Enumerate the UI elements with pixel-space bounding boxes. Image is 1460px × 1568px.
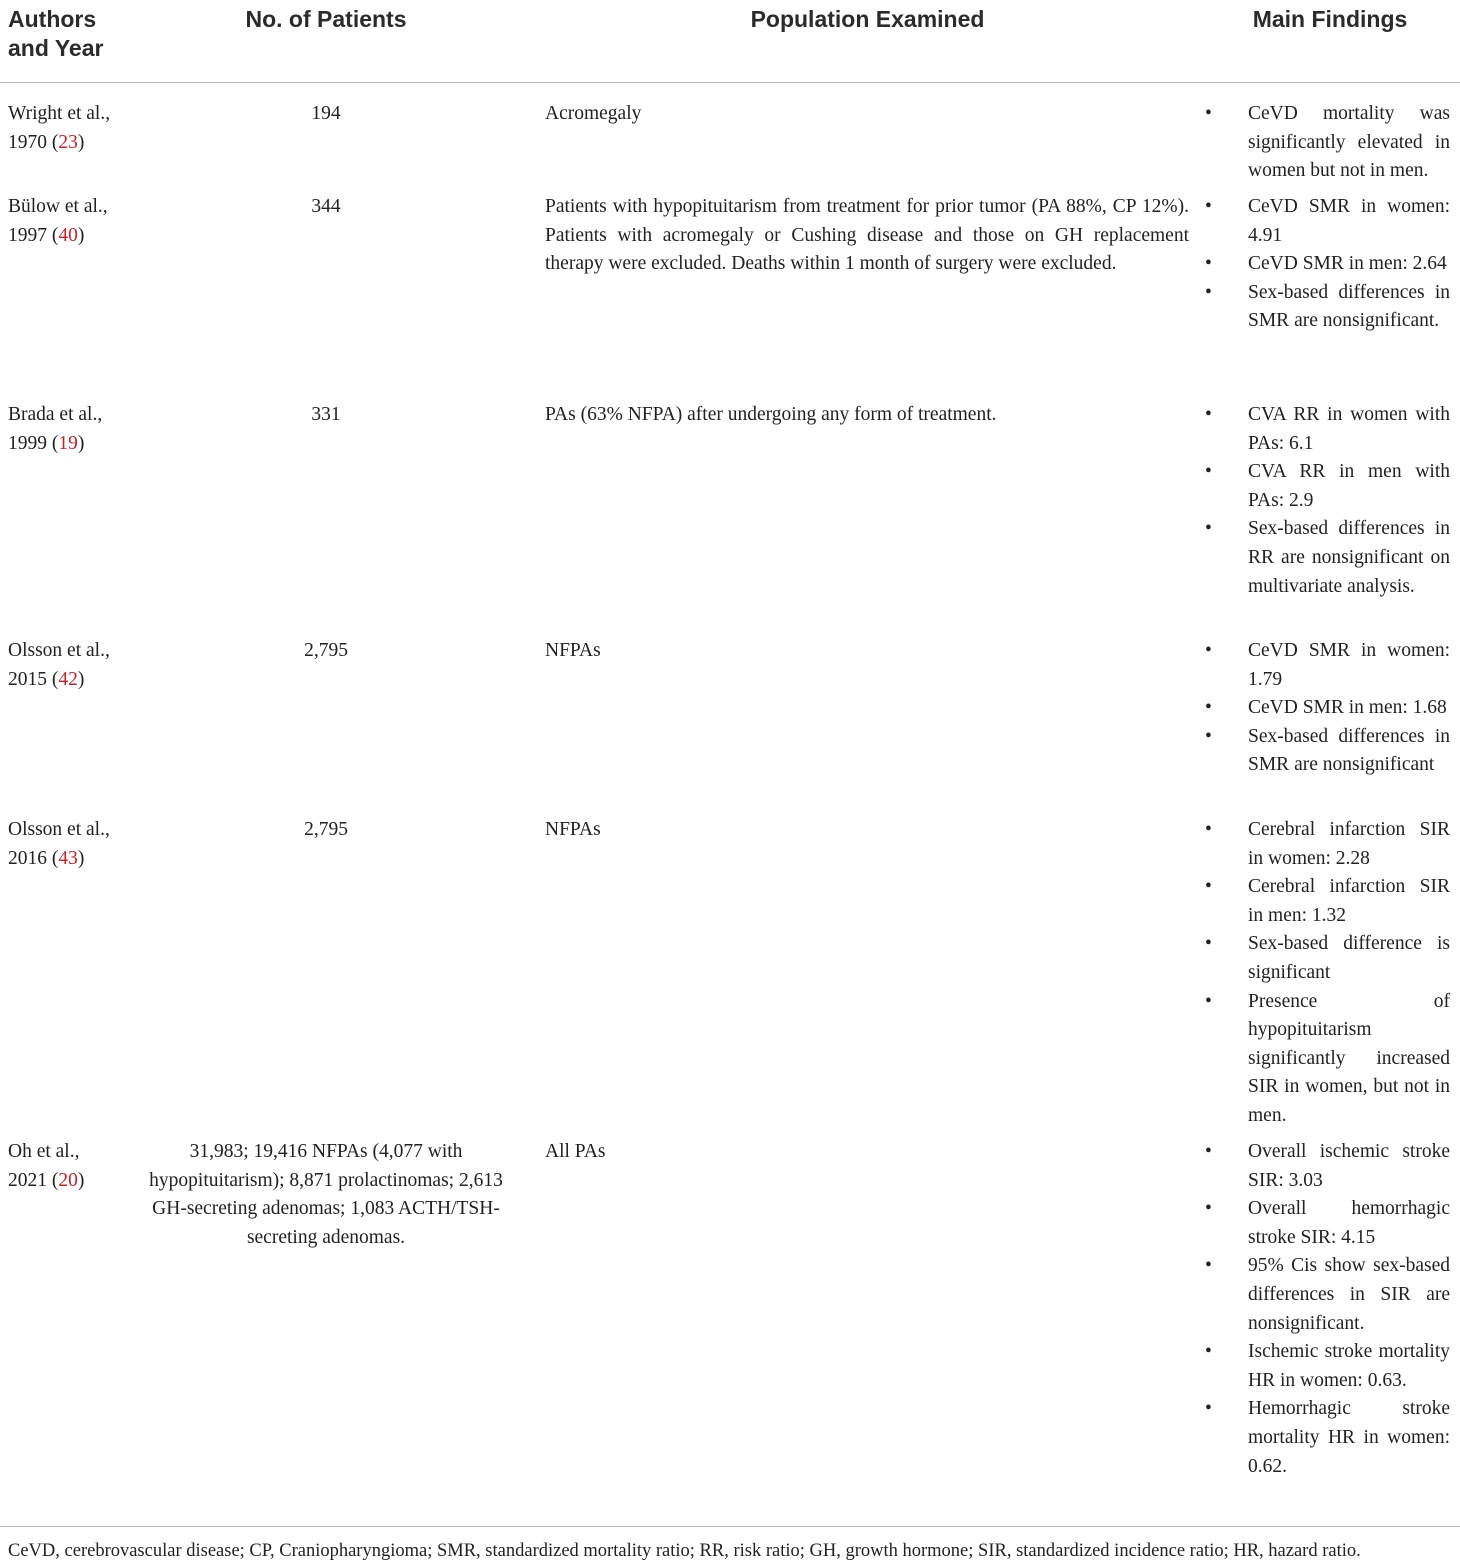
bullet-icon: • (1205, 196, 1212, 217)
patients-cell: 31,983; 19,416 NFPAs (4,077 with hypopituitarism); 8,871 prolactinomas; 2,613 GH-secreting adenomas; 1,083 ACTH/TSH-secreting adenomas. (149, 1141, 503, 1248)
finding-item (1200, 250, 1450, 279)
header-patients: No. of Patients (245, 6, 407, 32)
author-cell: Bülow et al., 1997 (40) (8, 196, 108, 246)
bullet-icon: • (1205, 1255, 1212, 1277)
table-footnote (0, 1526, 1460, 1563)
population-cell: Patients with hypopituitarism from treatment for prior tumor (PA 88%, CP 12%). Patients with acromegaly or Cushing disease and those on GH replacement therapy were excluded. Deaths within 1 month of surgery were excluded. (545, 196, 1189, 275)
author-text: Olsson et al., 2015 (8, 640, 110, 690)
reference-link[interactable]: 20 (58, 1169, 78, 1191)
finding-item (1200, 515, 1450, 601)
patients-cell: 331 (311, 404, 341, 425)
finding-item (1200, 401, 1450, 458)
finding-text: Sex-based difference is significant (1248, 933, 1450, 983)
finding-item (1200, 873, 1450, 930)
bullet-icon: • (1205, 876, 1212, 898)
author-cell: Wright et al., 1970 (23) (8, 103, 111, 153)
bullet-icon: • (1205, 281, 1212, 303)
findings-list (1200, 637, 1450, 780)
patients-cell: 344 (311, 196, 341, 217)
bullet-icon: • (1205, 253, 1212, 275)
finding-item (1200, 1252, 1450, 1338)
population-cell: NFPAs (545, 819, 601, 840)
author-text: Wright et al., 1970 (8, 103, 111, 153)
patients-cell: 194 (311, 103, 341, 124)
author-text: Oh et al., 2021 (8, 1141, 80, 1191)
findings-list (1200, 1138, 1450, 1481)
reference-link[interactable]: 42 (58, 668, 78, 690)
finding-item (1200, 637, 1450, 694)
finding-text: CeVD SMR in women: 4.91 (1248, 196, 1450, 246)
population-cell: NFPAs (545, 640, 601, 661)
table-row (0, 83, 1460, 182)
finding-item (1200, 458, 1450, 515)
finding-text: CVA RR in women with PAs: 6.1 (1248, 404, 1450, 454)
findings-list (1200, 193, 1450, 336)
population-cell: All PAs (545, 1141, 606, 1162)
author-cell: Olsson et al., 2015 (42) (8, 640, 110, 690)
author-text: Brada et al., 1999 (8, 404, 103, 454)
author-cell: Brada et al., 1999 (19) (8, 404, 103, 454)
bullet-icon: • (1205, 933, 1212, 955)
finding-text: Cerebral infarction SIR in women: 2.28 (1248, 819, 1450, 869)
reference-link[interactable]: 19 (58, 432, 78, 454)
findings-list (1200, 100, 1450, 186)
reference-link[interactable]: 40 (58, 224, 78, 246)
finding-item (1200, 1338, 1450, 1395)
finding-text: Sex-based differences in RR are nonsignificant on multivariate analysis. (1248, 518, 1450, 597)
finding-item (1200, 1395, 1450, 1481)
finding-text: Sex-based differences in SMR are nonsignificant (1248, 725, 1450, 776)
finding-text: Overall ischemic stroke SIR: 3.03 (1248, 1141, 1450, 1191)
finding-text: 95% Cis show sex-based differences in SIR are nonsignificant. (1248, 1255, 1450, 1334)
finding-text: Ischemic stroke mortality HR in women: 0.63. (1248, 1341, 1450, 1391)
table-header (0, 0, 1460, 83)
finding-item (1200, 988, 1450, 1131)
footnote-text: CeVD, cerebrovascular disease; CP, Craniopharyngioma; SMR, standardized mortality ratio; RR, risk ratio; GH, growth hormone; SIR, standardized incidence ratio; HR, hazard ratio. (8, 1541, 1361, 1561)
bullet-icon: • (1205, 1398, 1212, 1420)
reference-link[interactable]: 43 (58, 847, 78, 869)
table-row (0, 384, 1460, 620)
patients-cell: 2,795 (304, 640, 348, 661)
bullet-icon: • (1205, 640, 1212, 661)
finding-text: CeVD SMR in women: 1.79 (1248, 640, 1450, 690)
bullet-icon: • (1205, 697, 1212, 719)
findings-list (1200, 816, 1450, 1131)
reference-link[interactable]: 23 (58, 131, 78, 153)
finding-item (1200, 1195, 1450, 1252)
author-text: Bülow et al., 1997 (8, 196, 108, 246)
author-cell: Oh et al., 2021 (20) (8, 1141, 85, 1191)
finding-item (1200, 816, 1450, 873)
finding-item (1200, 723, 1450, 780)
finding-item (1200, 279, 1450, 336)
table-row (0, 799, 1460, 1126)
author-text: Olsson et al., 2016 (8, 819, 110, 869)
findings-list (1200, 401, 1450, 601)
bullet-icon: • (1205, 461, 1212, 483)
patients-cell: 2,795 (304, 819, 348, 840)
finding-text: Overall hemorrhagic stroke SIR: 4.15 (1248, 1198, 1450, 1248)
bullet-icon: • (1205, 1141, 1212, 1162)
bullet-icon: • (1205, 103, 1212, 124)
population-cell: PAs (63% NFPA) after undergoing any form of treatment. (545, 404, 997, 425)
finding-text: CVA RR in men with PAs: 2.9 (1248, 461, 1450, 511)
finding-text: Hemorrhagic stroke mortality HR in women: 0.62. (1248, 1398, 1450, 1477)
finding-item (1200, 100, 1450, 186)
finding-text: CeVD SMR in men: 1.68 (1248, 697, 1447, 719)
finding-text: CeVD SMR in men: 2.64 (1248, 253, 1447, 275)
table-row (0, 176, 1460, 384)
finding-item (1200, 1138, 1450, 1195)
population-cell: Acromegaly (545, 103, 642, 124)
bullet-icon: • (1205, 1198, 1212, 1220)
finding-text: Sex-based differences in SMR are nonsignificant. (1248, 281, 1450, 332)
bullet-icon: • (1205, 1341, 1212, 1363)
table-body (0, 83, 1460, 1521)
finding-item (1200, 930, 1450, 987)
bullet-icon: • (1205, 404, 1212, 425)
author-cell: Olsson et al., 2016 (43) (8, 819, 110, 869)
bullet-icon: • (1205, 819, 1212, 840)
finding-item (1200, 193, 1450, 250)
finding-item (1200, 694, 1450, 723)
header-authors: Authors and Year (8, 6, 104, 61)
finding-text: CeVD mortality was significantly elevated in women but not in men. (1248, 103, 1450, 182)
bullet-icon: • (1205, 725, 1212, 747)
table-row (0, 1121, 1460, 1521)
finding-text: Presence of hypopituitarism significantly increased SIR in women, but not in men. (1248, 990, 1450, 1126)
header-population: Population Examined (750, 6, 985, 32)
header-findings: Main Findings (1252, 6, 1408, 32)
finding-text: Cerebral infarction SIR in men: 1.32 (1248, 876, 1450, 926)
table-row (0, 620, 1460, 799)
bullet-icon: • (1205, 990, 1212, 1012)
bullet-icon: • (1205, 518, 1212, 540)
